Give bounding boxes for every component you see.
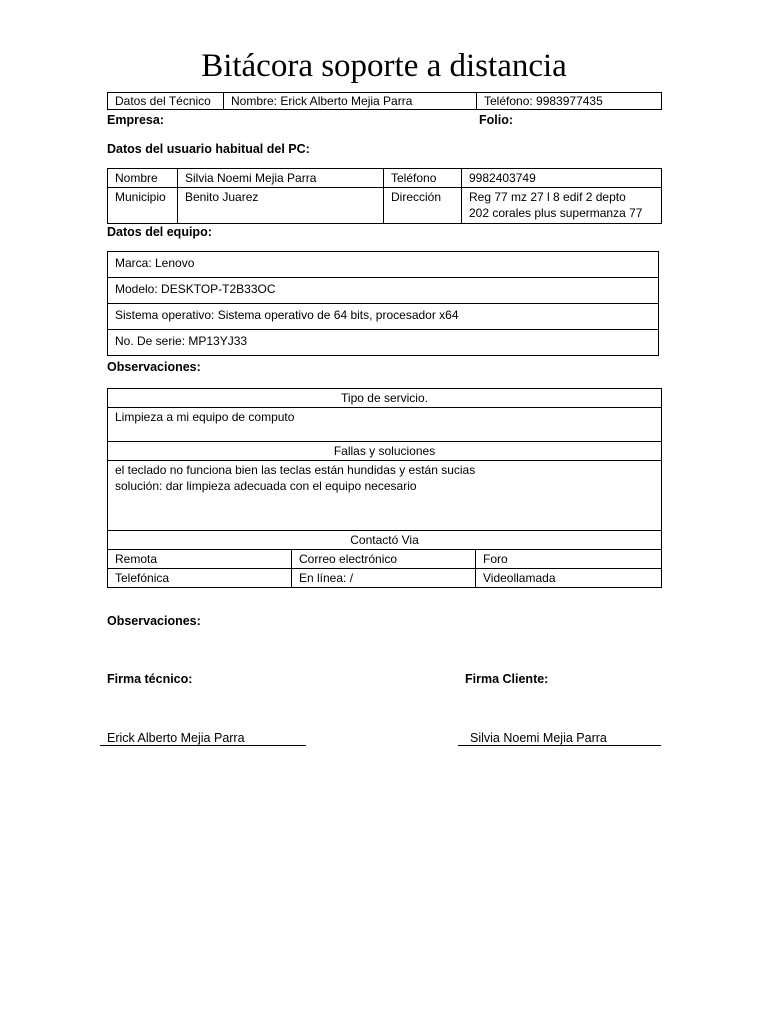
failures-line-1: el teclado no funciona bien las teclas están hundidas y están sucias: [115, 463, 476, 477]
equipment-brand: Marca: Lenovo: [108, 252, 659, 278]
failures-header: Fallas y soluciones: [108, 442, 662, 461]
client-signature-line: [458, 745, 661, 746]
service-type-header: Tipo de servicio.: [108, 389, 662, 408]
technician-table: [107, 92, 662, 110]
contact-foro: Foro: [476, 550, 662, 569]
user-address-line-1: Reg 77 mz 27 l 8 edif 2 depto: [469, 190, 626, 204]
user-address-label: Dirección: [384, 188, 462, 224]
user-section-title: Datos del usuario habitual del PC:: [107, 142, 310, 156]
failures-value: [108, 461, 662, 531]
technician-signature-label: Firma técnico:: [107, 672, 193, 686]
service-table: [107, 388, 662, 588]
user-phone-value: 9982403749: [462, 169, 662, 188]
equipment-section-title: Datos del equipo:: [107, 225, 212, 239]
equipment-os: Sistema operativo: Sistema operativo de 64 bits, procesador x64: [108, 304, 659, 330]
technician-signature-name: Erick Alberto Mejia Parra: [107, 731, 245, 745]
observations-2-label: Observaciones:: [107, 614, 201, 628]
equipment-table: [107, 251, 659, 356]
observations-label: Observaciones:: [107, 360, 201, 374]
contact-telefonica: Telefónica: [108, 569, 292, 588]
document-title: Bitácora soporte a distancia: [201, 48, 567, 84]
folio-label: Folio:: [479, 113, 514, 127]
contact-remota: Remota: [108, 550, 292, 569]
client-signature-label: Firma Cliente:: [465, 672, 549, 686]
user-name-value: Silvia Noemi Mejia Parra: [178, 169, 384, 188]
user-name-label: Nombre: [108, 169, 178, 188]
user-municipio-value: Benito Juarez: [178, 188, 384, 224]
technician-phone: Teléfono: 9983977435: [477, 93, 662, 110]
technician-signature-line: [100, 745, 306, 746]
user-municipio-label: Municipio: [108, 188, 178, 224]
user-table: [107, 168, 662, 224]
technician-data-label: Datos del Técnico: [108, 93, 224, 110]
failures-line-2: solución: dar limpieza adecuada con el equipo necesario: [115, 479, 417, 493]
service-type-value: Limpieza a mi equipo de computo: [108, 408, 662, 442]
empresa-label: Empresa:: [107, 113, 164, 127]
equipment-model: Modelo: DESKTOP-T2B33OC: [108, 278, 659, 304]
user-address-value: [462, 188, 662, 224]
client-signature-name: Silvia Noemi Mejia Parra: [470, 731, 607, 745]
contact-header: Contactó Via: [108, 531, 662, 550]
contact-correo: Correo electrónico: [292, 550, 476, 569]
contact-en-linea: En línea: /: [292, 569, 476, 588]
user-address-line-2: 202 corales plus supermanza 77: [469, 206, 643, 220]
equipment-serial: No. De serie: MP13YJ33: [108, 330, 659, 356]
contact-videollamada: Videollamada: [476, 569, 662, 588]
user-phone-label: Teléfono: [384, 169, 462, 188]
technician-name: Nombre: Erick Alberto Mejia Parra: [224, 93, 477, 110]
